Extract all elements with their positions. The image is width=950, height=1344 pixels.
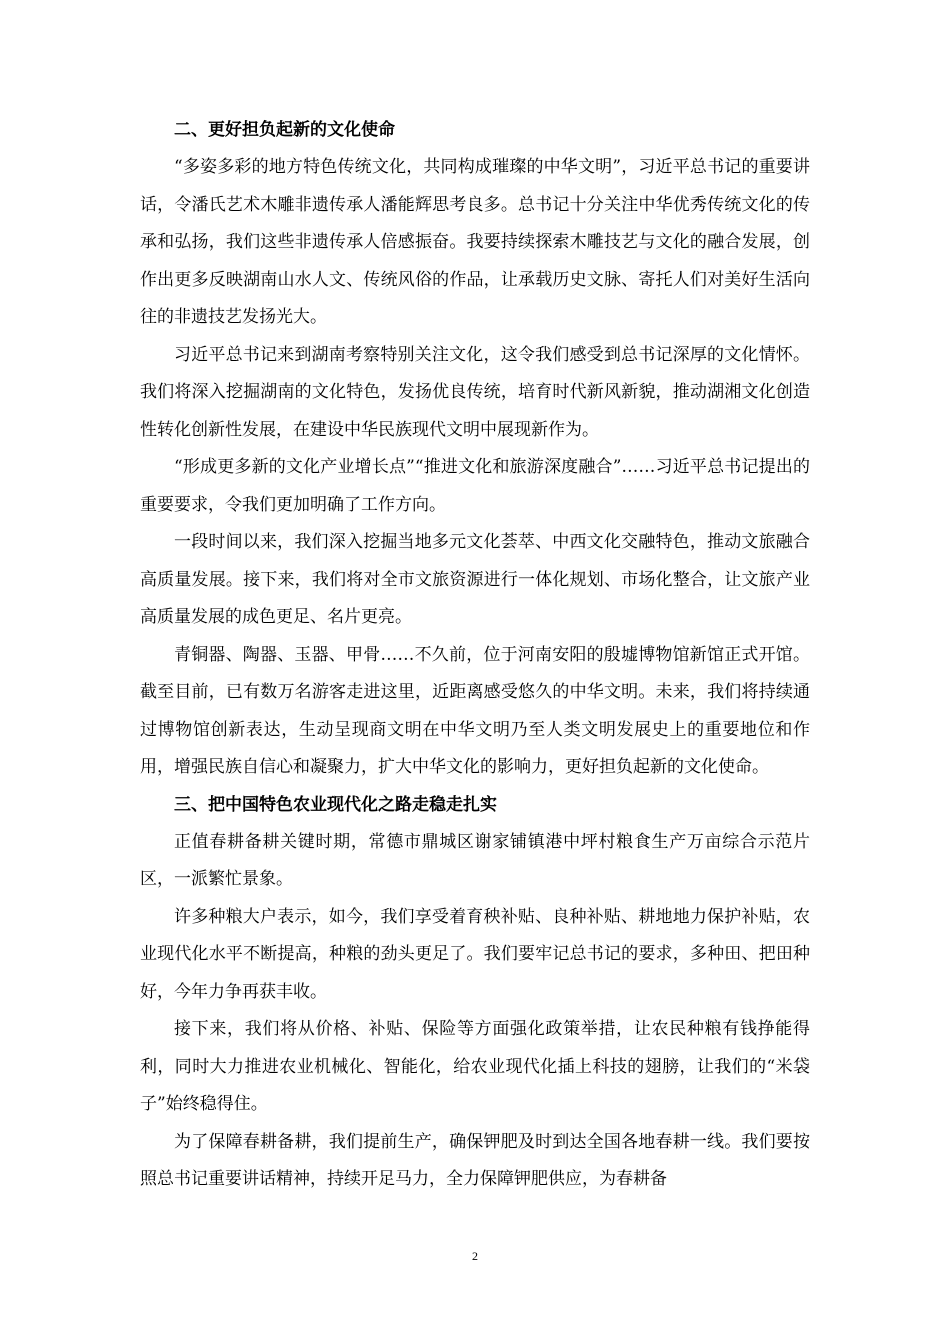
paragraph: 许多种粮大户表示，如今，我们享受着育秧补贴、良种补贴、耕地地力保护补贴，农业现代化水平不断提高，种粮的劲头更足了。我们要牢记总书记的要求，多种田、把田种好，今年力争再获丰收。 (140, 906, 810, 1002)
paragraph: “形成更多新的文化产业增长点”“推进文化和旅游深度融合”……习近平总书记提出的重要要求，令我们更加明确了工作方向。 (140, 457, 810, 515)
paragraph: 青铜器、陶器、玉器、甲骨……不久前，位于河南安阳的殷墟博物馆新馆正式开馆。截至目前，已有数万名游客走进这里，近距离感受悠久的中华文明。未来，我们将持续通过博物馆创新表达，生动呈现商文明在中华文明乃至人类文明发展史上的重要地位和作用，增强民族自信心和凝聚力，扩大中华文化的影响力，更好担负起新的文化使命。 (140, 644, 810, 777)
paragraph: 正值春耕备耕关键时期，常德市鼎城区谢家铺镇港中坪村粮食生产万亩综合示范片区，一派繁忙景象。 (140, 831, 810, 889)
paragraph: 一段时间以来，我们深入挖掘当地多元文化荟萃、中西文化交融特色，推动文旅融合高质量发展。接下来，我们将对全市文旅资源进行一体化规划、市场化整合，让文旅产业高质量发展的成色更足、名片更亮。 (140, 532, 810, 627)
paragraph: 接下来，我们将从价格、补贴、保险等方面强化政策举措，让农民种粮有钱挣能得利，同时大力推进农业机械化、智能化，给农业现代化插上科技的翅膀，让我们的“米袋子”始终稳得住。 (140, 1019, 810, 1114)
paragraph: 习近平总书记来到湖南考察特别关注文化，这令我们感受到总书记深厚的文化情怀。我们将深入挖掘湖南的文化特色，发扬优良传统，培育时代新风新貌，推动湖湘文化创造性转化创新性发展，在建设中华民族现代文明中展现新作为。 (140, 344, 810, 440)
paragraph: “多姿多彩的地方特色传统文化，共同构成璀璨的中华文明”，习近平总书记的重要讲话，令潘氏艺术木雕非遗传承人潘能辉思考良多。总书记十分关注中华优秀传统文化的传承和弘扬，我们这些非遗传承人倍感振奋。我要持续探索木雕技艺与文化的融合发展，创作出更多反映湖南山水人文、传统风俗的作品，让承载历史文脉、寄托人们对美好生活向往的非遗技艺发扬光大。 (140, 157, 810, 327)
paragraph: 为了保障春耕备耕，我们提前生产，确保钾肥及时到达全国各地春耕一线。我们要按照总书记重要讲话精神，持续开足马力，全力保障钾肥供应，为春耕备 (140, 1131, 810, 1189)
page-number: 2 (472, 1249, 478, 1263)
section-heading-culture: 二、更好担负起新的文化使命 (174, 120, 395, 140)
section-heading-agriculture: 三、把中国特色农业现代化之路走稳走扎实 (174, 794, 497, 815)
document-body (140, 112, 810, 1199)
